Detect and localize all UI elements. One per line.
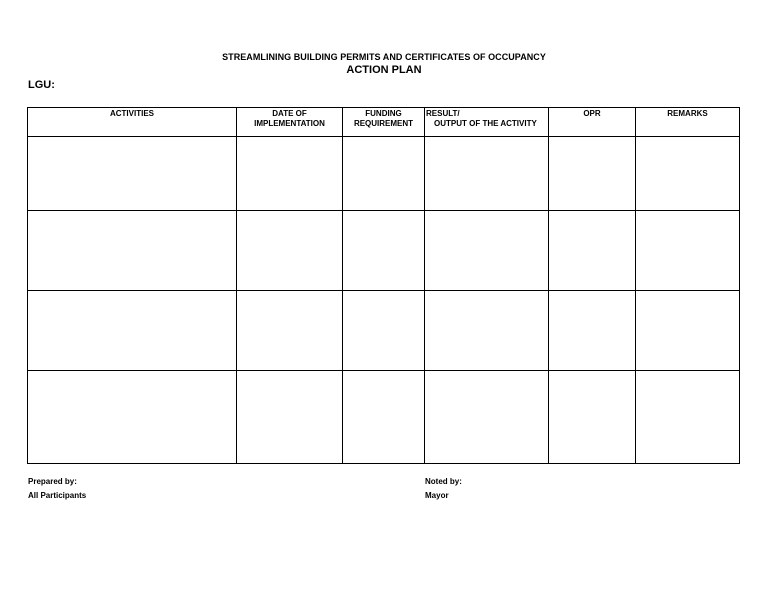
table-cell xyxy=(28,137,237,211)
header-line: REQUIREMENT xyxy=(353,119,414,128)
document-title: STREAMLINING BUILDING PERMITS AND CERTIFICATES OF OCCUPANCY xyxy=(222,52,546,62)
table-cell xyxy=(425,137,549,211)
table-row xyxy=(28,211,740,291)
header-date-of-implementation xyxy=(237,108,343,137)
header-opr xyxy=(549,108,636,137)
table-cell xyxy=(636,371,740,464)
table-cell xyxy=(237,371,343,464)
table-row xyxy=(28,291,740,371)
lgu-label: LGU: xyxy=(28,79,55,91)
table-cell xyxy=(28,211,237,291)
header-line: FUNDING xyxy=(365,109,402,118)
header-remarks xyxy=(636,108,740,137)
header-line: OUTPUT OF THE ACTIVITY xyxy=(434,119,537,128)
header-line: OPR xyxy=(583,109,601,118)
table-cell xyxy=(425,211,549,291)
table-cell xyxy=(549,291,636,371)
header-line: REMARKS xyxy=(667,109,708,118)
table-cell xyxy=(343,371,425,464)
prepared-by-name: All Participants xyxy=(28,491,87,500)
table-cell xyxy=(237,137,343,211)
table-row xyxy=(28,371,740,464)
header-line: IMPLEMENTATION xyxy=(254,119,325,128)
table-cell xyxy=(425,291,549,371)
table-row xyxy=(28,137,740,211)
header-activities xyxy=(28,108,237,137)
document-subtitle: ACTION PLAN xyxy=(346,64,422,76)
header-funding-requirement xyxy=(343,108,425,137)
table-cell xyxy=(343,291,425,371)
table-cell xyxy=(237,291,343,371)
prepared-by-label: Prepared by: xyxy=(28,477,77,486)
table-cell xyxy=(28,291,237,371)
noted-by-label: Noted by: xyxy=(425,477,462,486)
table-cell xyxy=(636,291,740,371)
table-cell xyxy=(343,211,425,291)
prepared-by-block xyxy=(28,475,86,503)
table-cell xyxy=(636,211,740,291)
table-cell xyxy=(549,137,636,211)
table-cell xyxy=(237,211,343,291)
table-header-row xyxy=(28,108,740,137)
table-cell xyxy=(343,137,425,211)
table-cell xyxy=(28,371,237,464)
table-cell xyxy=(425,371,549,464)
table-cell xyxy=(549,211,636,291)
header-line: DATE OF xyxy=(272,109,307,118)
noted-by-block xyxy=(425,475,462,503)
action-plan-table xyxy=(27,107,740,464)
table-cell xyxy=(636,137,740,211)
header-result-output xyxy=(425,108,549,137)
table-cell xyxy=(549,371,636,464)
header-line: ACTIVITIES xyxy=(109,109,154,118)
header-line: RESULT/ xyxy=(426,109,460,118)
noted-by-name: Mayor xyxy=(425,491,449,500)
